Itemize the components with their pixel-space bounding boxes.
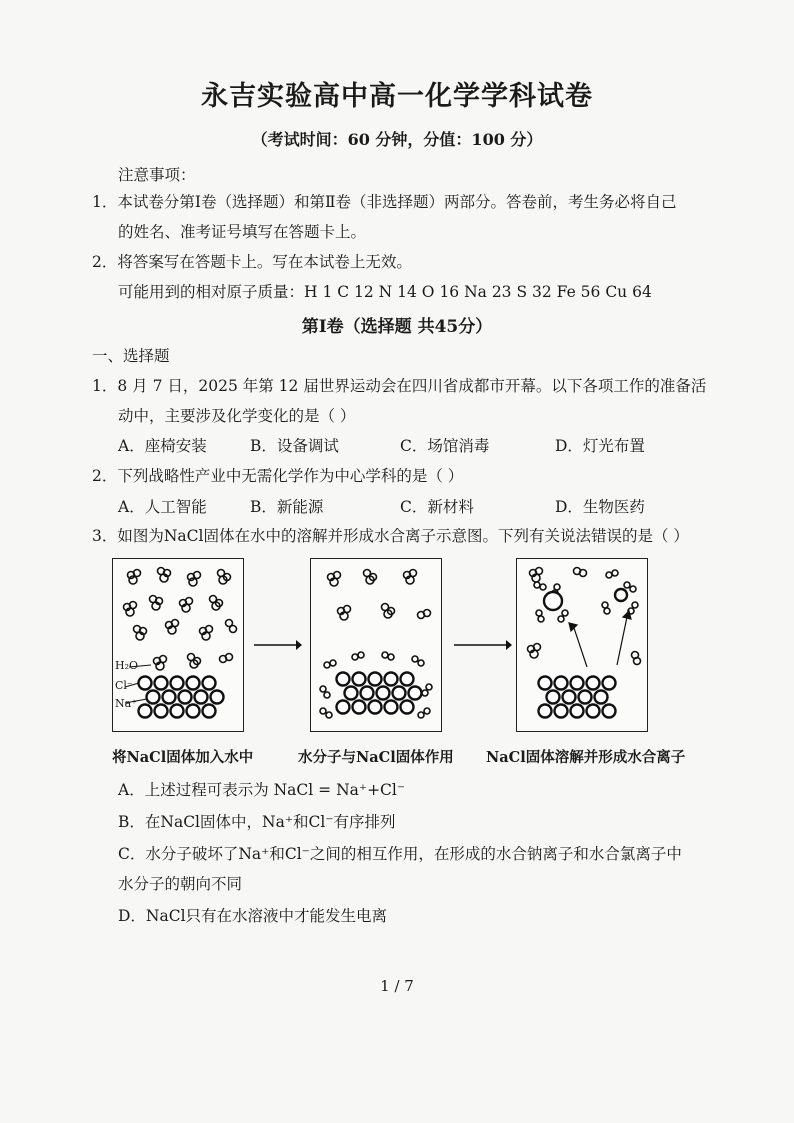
- panel-2: [310, 558, 442, 732]
- q2-option-d: D．生物医药: [555, 498, 645, 516]
- note-item-1: 1．本试卷分第Ⅰ卷（选择题）和第Ⅱ卷（非选择题）两部分。答卷前，考生务必将自己: [92, 193, 677, 211]
- q2-option-a: A．人工智能: [118, 498, 207, 516]
- q3-option-b: B．在NaCl固体中，Na⁺和Cl⁻有序排列: [118, 813, 396, 831]
- arrow-right-icon: [252, 638, 302, 652]
- panel-3-drawing: [517, 559, 647, 731]
- caption-1: 将NaCl固体加入水中: [112, 749, 254, 766]
- question-3: 3．如图为NaCl固体在水中的溶解并形成水合离子示意图。下列有关说法错误的是（ ）: [92, 527, 689, 545]
- question-1: 1．8 月 7 日，2025 年第 12 届世界运动会在四川省成都市开幕。以下各项工作的准备活: [92, 377, 707, 395]
- caption-3: NaCl固体溶解并形成水合离子: [486, 749, 686, 766]
- part-heading: 一、选择题: [92, 347, 170, 365]
- note-item-2: 2．将答案写在答题卡上。写在本试卷上无效。: [92, 253, 412, 271]
- q3-option-c: C．水分子破坏了Na⁺和Cl⁻之间的相互作用，在形成的水合钠离子和水合氯离子中: [118, 845, 682, 863]
- nacl-dissolution-figure: [112, 558, 692, 768]
- question-2: 2．下列战略性产业中无需化学作为中心学科的是（ ）: [92, 467, 464, 485]
- q1-option-a: A．座椅安装: [118, 437, 207, 455]
- label-h2o: H₂O: [115, 659, 139, 672]
- q1-option-c: C．场馆消毒: [400, 437, 490, 455]
- panel-3: [516, 558, 648, 732]
- q3-option-a: A．上述过程可表示为 NaCl = Na⁺+Cl⁻: [118, 781, 406, 799]
- q1-option-d: D．灯光布置: [555, 437, 645, 455]
- page-title: 永吉实验高中高一化学学科试卷: [201, 81, 593, 112]
- exam-info: （考试时间：60 分钟，分值：100 分）: [251, 130, 543, 149]
- q2-option-c: C．新材料: [400, 498, 474, 516]
- note-item-1-cont: 的姓名、准考证号填写在答题卡上。: [118, 223, 367, 241]
- q3-option-c-cont: 水分子的朝向不同: [118, 875, 243, 893]
- q3-option-d: D．NaCl只有在水溶液中才能发生电离: [118, 907, 388, 925]
- question-1-cont: 动中，主要涉及化学变化的是（ ）: [118, 407, 356, 425]
- q1-option-b: B．设备调试: [250, 437, 339, 455]
- notes-heading: 注意事项：: [118, 166, 196, 184]
- label-na: Na⁺: [115, 697, 137, 710]
- label-cl: Cl⁻: [115, 679, 133, 692]
- q2-option-b: B．新能源: [250, 498, 324, 516]
- arrow-right-icon: [452, 638, 512, 652]
- atomic-masses: 可能用到的相对原子质量：H 1 C 12 N 14 O 16 Na 23 S 32 Fe 56 Cu 64: [118, 283, 652, 301]
- panel-1: [112, 558, 244, 732]
- section-title: 第Ⅰ卷（选择题 共45分）: [301, 317, 493, 337]
- panel-2-drawing: [311, 559, 441, 731]
- page-number: 1 / 7: [380, 977, 414, 995]
- caption-2: 水分子与NaCl固体作用: [298, 749, 454, 766]
